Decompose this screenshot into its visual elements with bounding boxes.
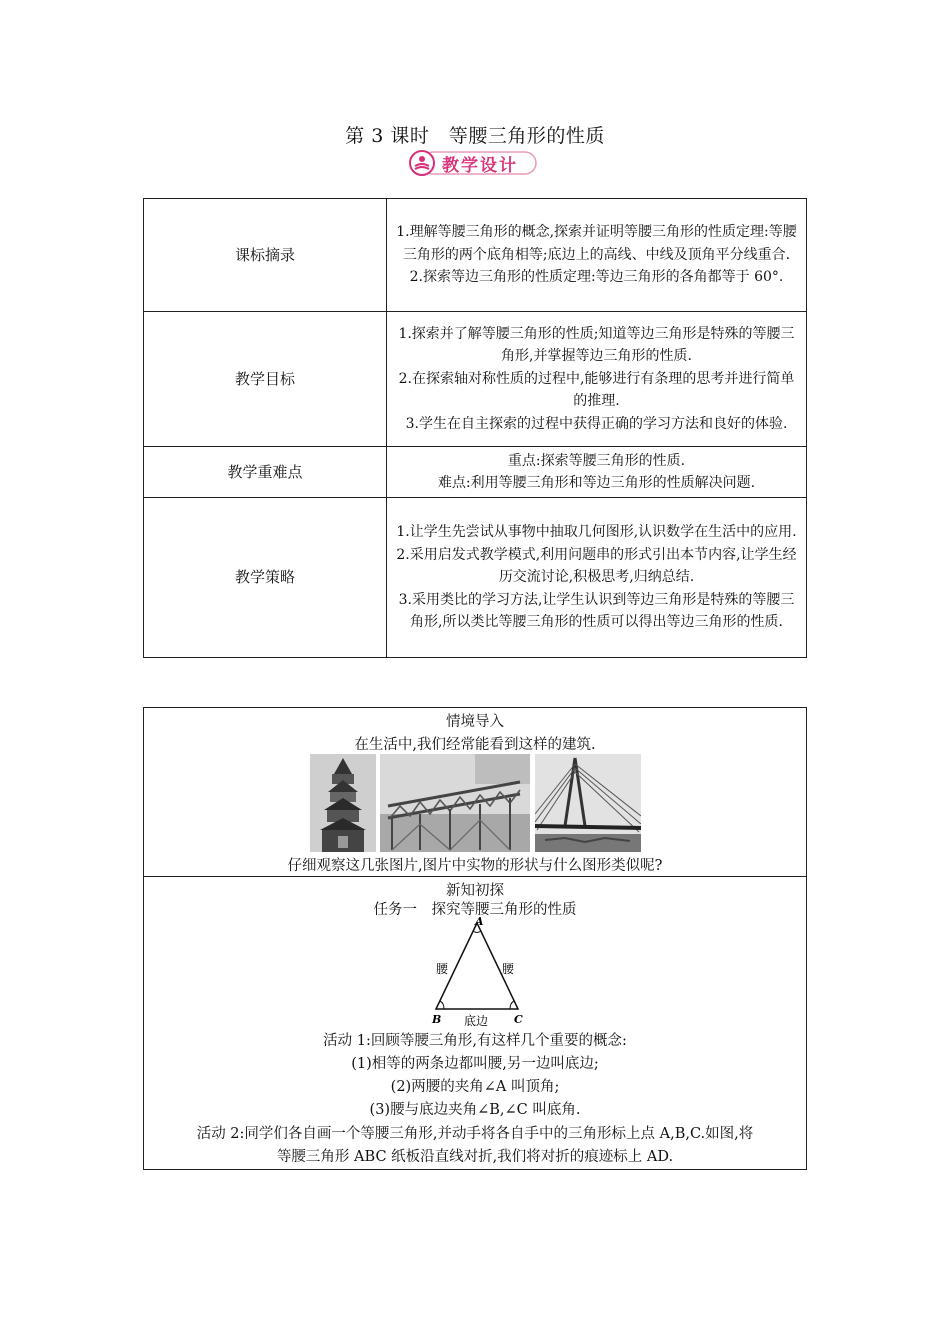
book-icon [410, 151, 434, 175]
question-text: 仔细观察这几张图片,图片中实物的形状与什么图形类似呢? [287, 858, 663, 874]
table-row [144, 199, 807, 312]
vertex-a-label: A [475, 917, 484, 928]
situation-section [144, 708, 806, 877]
intro-text: 在生活中,我们经常能看到这样的建筑. [354, 737, 596, 753]
table-row [144, 498, 807, 658]
content-line: 1.让学生先尝试从事物中抽取几何图形,认识数学在生活中的应用. [396, 524, 797, 541]
activity-2-line-1: 活动 2:同学们各自画一个等腰三角形,并动手将各自手中的三角形标上点 A,B,C.如图,将 [196, 1126, 754, 1142]
task-title: 任务一 探究等腰三角形的性质 [373, 902, 577, 918]
row-label: 教学策略 [144, 498, 387, 658]
angle-a-mark [473, 931, 481, 933]
bridge-photo [535, 754, 641, 852]
page-title: 第 3 课时 等腰三角形的性质 [345, 125, 605, 147]
row-label: 课标摘录 [144, 199, 387, 312]
left-leg-label: 腰 [436, 962, 449, 976]
concept-3: (3)腰与底边夹角∠B,∠C 叫底角. [369, 1102, 581, 1118]
content-line: 3.采用类比的学习方法,让学生认识到等边三角形是特殊的等腰三角形,所以类比等腰三角形的性质可以得出等边三角形的性质. [398, 591, 795, 631]
content-line: 难点:利用等腰三角形和等边三角形的性质解决问题. [437, 475, 756, 491]
content-line: 2.在探索轴对称性质的过程中,能够进行有条理的思考并进行简单的推理. [398, 370, 795, 410]
section-heading: 情境导入 [446, 714, 504, 730]
content-line: 1.理解等腰三角形的概念,探索并证明等腰三角形的性质定理:等腰三角形的两个底角相等;底边上的高线、中线及顶角平分线重合. [396, 224, 797, 263]
table-row [144, 312, 807, 447]
concept-1: (1)相等的两条边都叫腰,另一边叫底边; [351, 1056, 599, 1072]
content-line: 重点:探索等腰三角形的性质. [507, 452, 686, 469]
angle-b-mark [440, 1001, 444, 1009]
content-line: 3.学生在自主探索的过程中获得正确的学习方法和良好的体验. [405, 415, 788, 432]
vertex-b-label: B [432, 1013, 442, 1026]
new-knowledge-section [144, 877, 806, 1169]
activity-2-line-2: 等腰三角形 ABC 纸板沿直线对折,我们将对折的痕迹标上 AD. [276, 1149, 674, 1165]
pagoda-photo [310, 754, 376, 852]
right-leg-label: 腰 [502, 962, 515, 976]
concept-2: (2)两腰的夹角∠A 叫顶角; [390, 1079, 560, 1095]
isosceles-triangle-figure [422, 917, 532, 1027]
row-content [387, 498, 807, 658]
truss-photo [380, 754, 530, 852]
row-label: 教学重难点 [144, 447, 387, 498]
table-row [144, 447, 807, 498]
content-line: 2.探索等边三角形的性质定理:等边三角形的各角都等于 60°. [409, 269, 784, 286]
row-content [387, 447, 807, 498]
design-table [143, 198, 807, 658]
section-badge [406, 149, 538, 177]
content-line: 2.采用启发式教学模式,利用问题串的形式引出本节内容,让学生经历交流讨论,积极思考,归纳总结. [396, 546, 797, 586]
row-content [387, 312, 807, 447]
content-line: 1.探索并了解等腰三角形的性质;知道等边三角形是特殊的等腰三角形,并掌握等边三角形的性质. [398, 325, 795, 365]
section-heading: 新知初探 [446, 883, 504, 899]
angle-c-mark [510, 1001, 514, 1009]
base-label: 底边 [464, 1014, 489, 1027]
vertex-c-label: C [514, 1013, 523, 1026]
lesson-box [143, 707, 807, 1170]
activity-1-text: 活动 1:回顾等腰三角形,有这样几个重要的概念: [323, 1033, 627, 1049]
row-label: 教学目标 [144, 312, 387, 447]
row-content [387, 199, 807, 312]
badge-label: 教学设计 [442, 156, 518, 176]
